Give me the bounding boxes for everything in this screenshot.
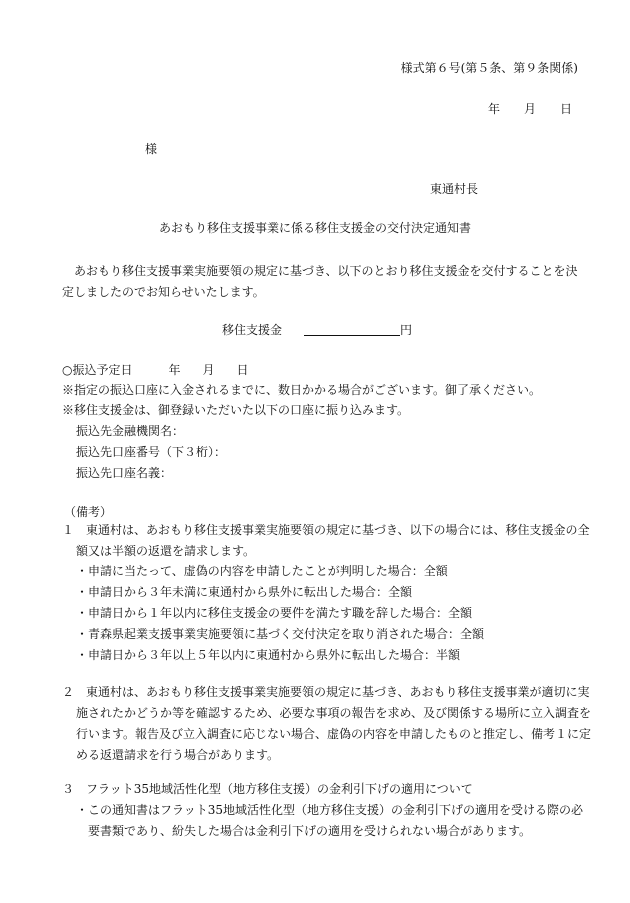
remark-bullet: ・申請に当たって、虚偽の内容を申請したことが判明した場合：全額 [76,564,448,578]
transfer-note: ※指定の振込口座に入金されるまでに、数日かかる場合がございます。御了承ください。 [62,383,542,397]
schedule-line [62,364,249,376]
schedule-year: 年 [168,363,181,377]
remark-text: 東通村は、あおもり移住支援事業実施要領の規定に基づき、以下の場合には、移住支援金の全額又は半額の返還を請求します。 [76,523,590,558]
addressee-suffix: 様 [145,142,158,156]
bank-name-field: 振込先金融機関名： [76,424,185,438]
issuer-name: 東通村長 [429,182,478,196]
date-year-label: 年 [487,102,500,116]
account-number-field: 振込先口座番号（下３桁）： [76,445,227,459]
intro-paragraph: あおもり移住支援事業実施要領の規定に基づき、以下のとおり移住支援金を交付することを決定しましたのでお知らせいたします。 [62,264,578,299]
issue-date [488,103,572,115]
schedule-month: 月 [202,363,215,377]
remark-item-2 [62,682,594,766]
date-day-label: 日 [559,102,572,116]
form-number: 様式第６号(第５条、第９条関係) [400,61,578,75]
remarks-heading: （備考） [64,505,113,519]
amount-line [222,323,412,336]
document-title: あおもり移住支援事業に係る移住支援金の交付決定通知書 [158,221,471,235]
remark-bullet: ・申請日から３年以上５年以内に東通村から県外に転出した場合：半額 [76,648,461,662]
remark-bullet: ・申請日から３年未満に東通村から県外に転出した場合：全額 [76,585,413,599]
remark-item-1 [62,520,594,562]
date-month-label: 月 [523,102,536,116]
amount-blank [304,323,400,336]
remark-number: ３ [62,782,75,796]
remark-number: ２ [62,685,75,699]
remark-number: １ [62,523,75,537]
remark-text: 東通村は、あおもり移住支援事業実施要領の規定に基づき、あおもり移住支援事業が適切に実施されたかどうか等を確認するため、必要な事項の報告を求め、及び関係する場所に立入調査を行います。報告及び立入調査に応じない場合、虚偽の内容を申請したものと推定し、備考１に定める返還請求を行う場合があります。 [76,685,592,762]
remark-bullet: ・青森県起業支援事業実施要領に基づく交付決定を取り消された場合：全額 [76,627,485,641]
remark-text: フラット35地域活性化型（地方移住支援）の金利引下げの適用について [86,782,473,796]
remark-bullet: ・申請日から１年以内に移住支援金の要件を満たす職を辞した場合：全額 [76,606,473,620]
remark-bullet: ・この通知書はフラット35地域活性化型（地方移住支援）の金利引下げの適用を受ける際の必要書類であり、紛失した場合は金利引下げの適用を受けられない場合があります。 [76,803,584,838]
amount-label: 移住支援金 [222,323,283,337]
remark-item-3 [62,779,594,800]
transfer-note: ※移住支援金は、御登録いただいた以下の口座に振り込みます。 [62,403,410,417]
schedule-label: ○振込予定日 [62,363,133,377]
account-holder-field: 振込先口座名義： [76,466,173,480]
amount-unit: 円 [400,323,413,337]
schedule-day: 日 [236,363,249,377]
